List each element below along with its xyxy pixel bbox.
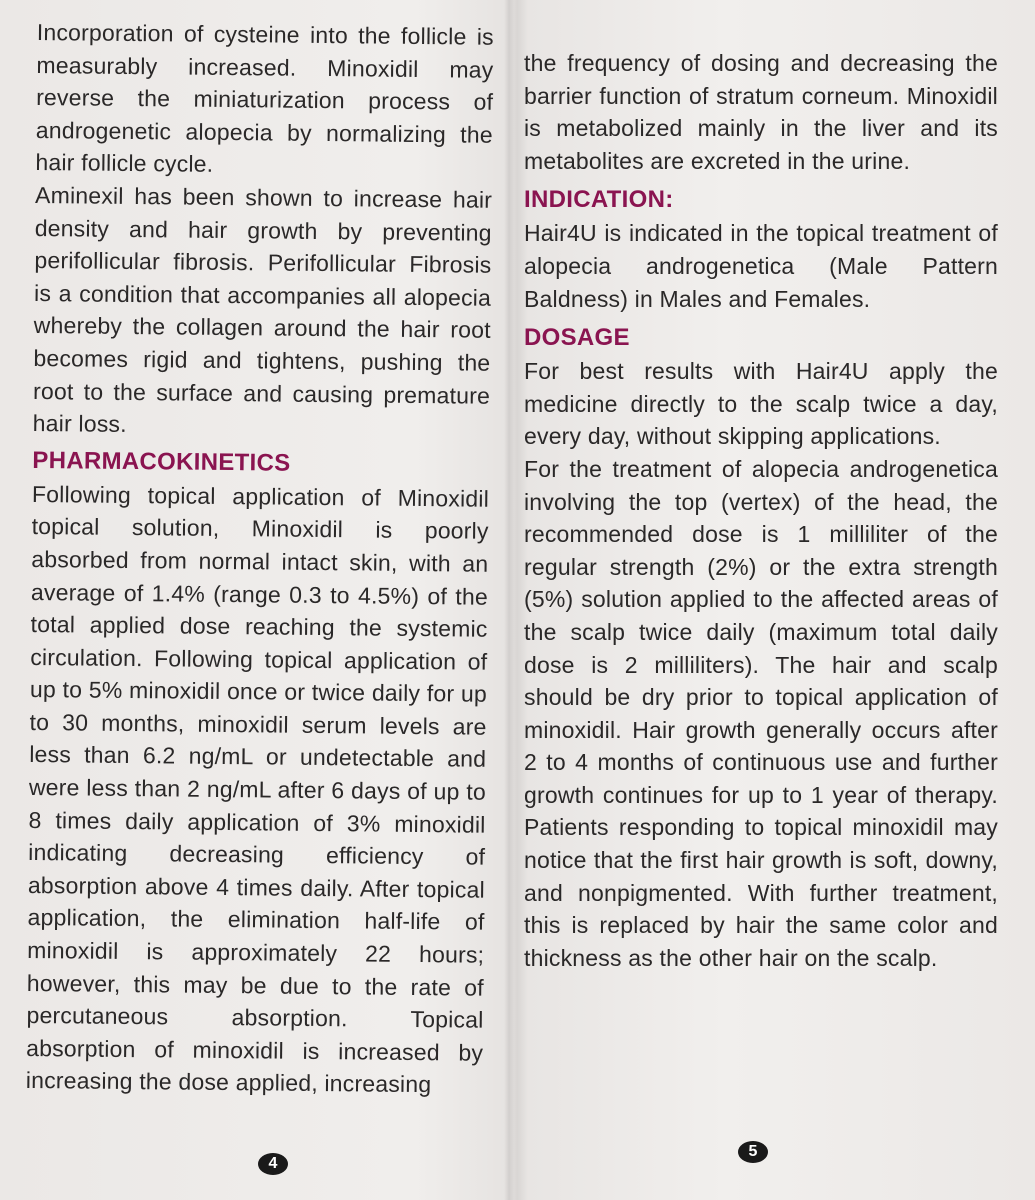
page-number-left: 4 [258, 1153, 288, 1175]
paragraph-cysteine: Incorporation of cysteine into the follicle is measurably increased. Minoxidil may reverse the miniaturization process of androgenetic alopecia by normalizing the hair follicle cycle. [35, 18, 494, 178]
right-page [514, 0, 1035, 1200]
right-text-column [524, 47, 998, 974]
heading-pharmacokinetics: PHARMACOKINETICS [32, 446, 291, 477]
paragraph-indication: Hair4U is indicated in the topical treatment of alopecia androgenetica (Male Pattern Baldness) in Males and Females. [524, 220, 998, 312]
paragraph-aminexil: Aminexil has been shown to increase hair density and hair growth by preventing perifollicular fibrosis. Perifollicular Fibrosis is a condition that accompanies all alopecia whereby the collagen around the hair root becomes rigid and tightens, pushing the root to the surface and causing premature hair loss. [32, 181, 493, 438]
paragraph-pharmacokinetics: Following topical application of Minoxidil topical solution, Minoxidil is poorly absorbed from normal intact skin, with an average of 1.4% (range 0.3 to 4.5%) of the total applied dose reaching the systemic circulation. Following topical application of up to 5% minoxidil once or twice daily for up to 30 months, minoxidil serum levels are less than 6.2 ng/mL or undetectable and were less than 2 ng/mL after 6 days of up to 8 times daily application of 3% minoxidil indicating decreasing efficiency of absorption above 4 times daily. After topical application, the elimination half-life of minoxidil is approximately 22 hours; however, this may be due to the rate of percutaneous absorption. Topical absorption of minoxidil is increased by increasing the dose applied, increasing [25, 480, 490, 1098]
heading-dosage: DOSAGE [524, 324, 630, 352]
left-text-column [26, 16, 494, 1102]
page-number-right: 5 [738, 1141, 768, 1163]
left-page [0, 0, 506, 1200]
paragraph-pharmacokinetics-continued: the frequency of dosing and decreasing the barrier function of stratum corneum. Minoxidil is metabolized mainly in the liver and its metabolites are excreted in the urine. [524, 50, 998, 174]
paragraph-dosage-instructions: For the treatment of alopecia androgenetica involving the top (vertex) of the head, the recommended dose is 1 milliliter of the regular strength (2%) or the extra strength (5%) solution applied to the affected areas of the scalp twice daily (maximum total daily dose is 2 milliliters). The hair and scalp should be dry prior to topical application of minoxidil. Hair growth generally occurs after 2 to 4 months of continuous use and further growth continues for up to 1 year of therapy. Patients responding to topical minoxidil may notice that the first hair growth is soft, downy, and nonpigmented. With further treatment, this is replaced by hair the same color and thickness as the other hair on the scalp. [524, 455, 998, 971]
heading-indication: INDICATION: [524, 186, 674, 214]
paragraph-dosage-frequency: For best results with Hair4U apply the medicine directly to the scalp twice a day, every day, without skipping applications. [524, 358, 998, 450]
